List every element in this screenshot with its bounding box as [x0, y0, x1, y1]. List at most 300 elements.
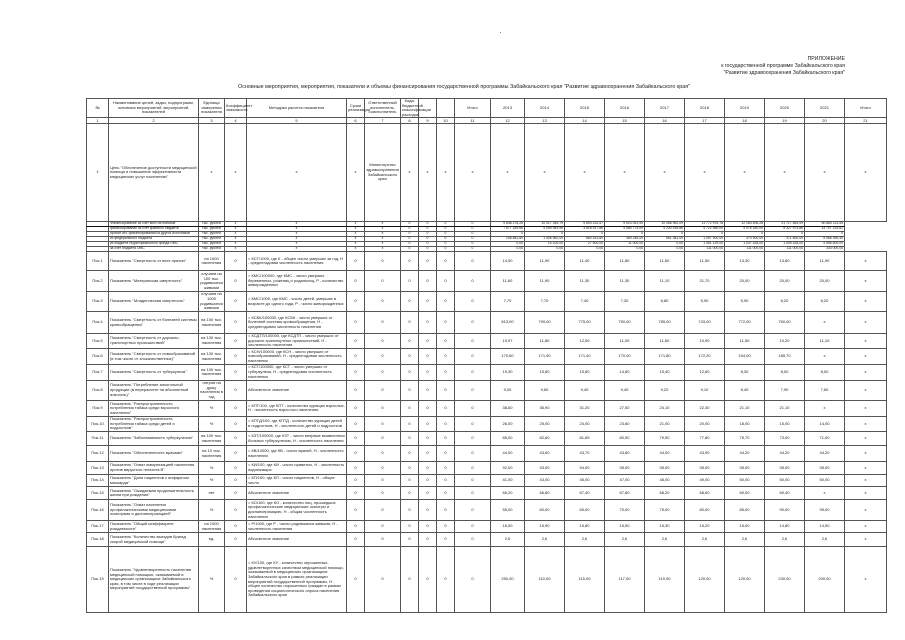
indicator-value: 0 — [455, 432, 491, 446]
indicator-value: 19,97 — [491, 333, 525, 349]
indicator-value: 92,00 — [491, 462, 525, 475]
column-number-cell: 21 — [845, 118, 887, 124]
indicator-value: 36,90 — [525, 401, 565, 417]
finance-value: 860 513,80 — [565, 237, 605, 242]
indicator-code: 0 — [419, 364, 437, 380]
finance-unit: тыс. рублей — [199, 242, 225, 247]
indicator-value: 813,00 — [491, 312, 525, 333]
indicator-value: 50,00 — [805, 474, 845, 487]
indicator-value: 11,10 — [805, 333, 845, 349]
indicator-value: 94,00 — [565, 462, 605, 475]
header-cell: 2021 — [805, 99, 845, 118]
indicator-value: 80,50 — [605, 432, 645, 446]
indicator-code: 0 — [401, 500, 419, 521]
indicator-value: 120,00 — [725, 547, 765, 613]
header-cell: Сроки реализации — [347, 99, 365, 118]
indicator-value: 47,00 — [605, 474, 645, 487]
finance-value: 0 — [525, 232, 565, 237]
indicator-term: 0 — [347, 474, 365, 487]
indicator-value: 20,00 — [725, 271, 765, 292]
indicator-code: 0 — [419, 380, 437, 401]
indicator-value: 2,6 — [765, 533, 805, 547]
indicator-value: 95,00 — [645, 462, 685, 475]
value-cell: х — [491, 124, 525, 221]
finance-code: 0 — [419, 237, 437, 242]
indicator-unit: на 10 тыс. населения — [199, 446, 225, 462]
indicator-value: 2,6 — [605, 533, 645, 547]
finance-code: 0 — [437, 247, 455, 252]
header-cell: Ответственный исполнитель, соисполнитель — [365, 99, 401, 118]
indicator-value: 22,30 — [685, 401, 725, 417]
indicator-value: 68,20 — [645, 487, 685, 500]
finance-dash: х — [247, 221, 347, 226]
indicator-term: 0 — [347, 252, 365, 271]
column-number-cell: 17 — [685, 118, 725, 124]
indicator-executor: 0 — [365, 349, 401, 365]
indicator-number: Пок.17 — [87, 520, 109, 533]
finance-value: 7 677 189,66 — [491, 226, 525, 231]
indicator-method: = КПТ/100, где КПТ - количество курящих взрослых, Н - численность взрослого населения — [247, 401, 347, 417]
indicator-end: х — [845, 547, 887, 613]
indicator-code: 0 — [401, 416, 419, 432]
column-number-cell: 6 — [347, 118, 365, 124]
executor-cell: Министерство здравоохранения Забайкальского края — [365, 124, 401, 221]
indicator-value: 172,20 — [685, 349, 725, 365]
indicator-value: 2,6 — [685, 533, 725, 547]
indicator-term: 0 — [347, 547, 365, 613]
indicator-value: 0 — [455, 380, 491, 401]
indicator-value: 11,60 — [645, 333, 685, 349]
indicator-value: 21,70 — [685, 271, 725, 292]
finance-value: 4 722 950,00 — [685, 226, 725, 231]
indicator-value: 43,60 — [525, 446, 565, 462]
indicator-value: 75,00 — [645, 500, 685, 521]
indicator-value: 2,6 — [491, 533, 525, 547]
indicator-term: 0 — [347, 271, 365, 292]
indicator-value: 772,00 — [725, 312, 765, 333]
finance-unit: тыс. рублей — [199, 226, 225, 231]
indicator-value: 15,90 — [525, 520, 565, 533]
header-cell: № — [87, 99, 109, 118]
indicator-executor: 0 — [365, 291, 401, 312]
header-cell: 2016 — [605, 99, 645, 118]
indicator-number: Пок.13 — [87, 462, 109, 475]
indicator-method: = КСН/100000, где КСН - число умерших от новообразований, Н - среднегодовая численность населения — [247, 349, 347, 365]
finance-code: 0 — [419, 221, 437, 226]
finance-dash: х — [247, 247, 347, 252]
indicator-term: 0 — [347, 380, 365, 401]
indicator-code: 0 — [437, 291, 455, 312]
indicator-value: 8,00 — [765, 364, 805, 380]
indicator-term: 0 — [347, 500, 365, 521]
indicator-row — [87, 462, 887, 475]
indicator-row — [87, 349, 887, 365]
indicator-code: 0 — [419, 252, 437, 271]
indicator-value: 117,00 — [605, 547, 645, 613]
indicator-unit: % — [199, 462, 225, 475]
indicator-number: Пок.5 — [87, 333, 109, 349]
indicator-code: 0 — [401, 401, 419, 417]
indicator-value: 10,90 — [685, 333, 725, 349]
indicator-code: 0 — [419, 547, 437, 613]
indicator-code: 0 — [437, 487, 455, 500]
indicator-term: 0 — [347, 432, 365, 446]
finance-value: 9 893 231,57 — [565, 221, 605, 226]
indicator-code: 0 — [437, 533, 455, 547]
indicator-end: х — [845, 432, 887, 446]
indicator-value: 50,00 — [725, 474, 765, 487]
indicator-value: 15,30 — [645, 520, 685, 533]
indicator-end: х — [845, 401, 887, 417]
indicator-end: х — [845, 271, 887, 292]
indicator-value: 69,00 — [725, 487, 765, 500]
indicator-name: Показатель "Удовлетворенность населения медицинской помощью, оказываемой в медицинских организациях Забайкальского края, в том числе в ходе реализации мероприятий государственной программы" — [109, 547, 199, 613]
indicator-name: Показатель "Распространенность потребления табака среди взрослого населения" — [109, 401, 199, 417]
indicator-code: 0 — [437, 547, 455, 613]
indicator-name: Показатель "Смертность от дорожно-транспортных происшествий" — [109, 333, 199, 349]
indicator-value: 38,60 — [491, 401, 525, 417]
finance-value: 1 037 428,00 — [725, 242, 765, 247]
indicator-code: 0 — [401, 312, 419, 333]
indicator-value: 26,00 — [491, 416, 525, 432]
indicator-value: 0 — [455, 520, 491, 533]
indicator-code: 0 — [437, 446, 455, 462]
finance-value: 106 881,80 — [491, 237, 525, 242]
finance-value: 111 000,00 — [765, 247, 805, 252]
indicator-number: Пок.18 — [87, 533, 109, 547]
indicator-code: 0 — [419, 416, 437, 432]
indicator-value: 25,00 — [525, 416, 565, 432]
indicator-value: 15,00 — [725, 520, 765, 533]
indicator-value: 11,90 — [525, 252, 565, 271]
indicator-row — [87, 291, 887, 312]
indicator-value: 14,50 — [491, 252, 525, 271]
indicator-value: 8,00 — [805, 364, 845, 380]
indicator-value: 44,20 — [765, 446, 805, 462]
indicator-value: 5,90 — [725, 291, 765, 312]
indicator-term: 0 — [347, 349, 365, 365]
finance-label: Финансирование за счет всех источников — [109, 221, 199, 226]
finance-value: 12 183 406,28 — [725, 221, 765, 226]
indicator-value: х — [805, 401, 845, 417]
indicator-coef: 0 — [225, 520, 247, 533]
indicator-name: Показатель "Смертность от болезней системы кровообращения" — [109, 312, 199, 333]
finance-value: 333 000,00 — [805, 247, 845, 252]
finance-dash: х — [347, 226, 365, 231]
indicator-value: 0 — [455, 291, 491, 312]
indicator-value: 0 — [455, 500, 491, 521]
indicator-end: х — [845, 474, 887, 487]
indicator-name: Показатель "Распространенность потребления табака среди детей и подростков" — [109, 416, 199, 432]
indicator-unit: % — [199, 401, 225, 417]
finance-dash: х — [365, 242, 401, 247]
indicator-unit: ед. — [199, 533, 225, 547]
indicator-coef: 0 — [225, 474, 247, 487]
indicator-value: 67,80 — [605, 487, 645, 500]
indicator-value: 82,60 — [525, 432, 565, 446]
indicator-coef: 0 — [225, 533, 247, 547]
header-cell: Методика расчета показателя — [247, 99, 347, 118]
appendix-line-2: к государственной программе Забайкальского края — [721, 63, 845, 69]
indicator-row — [87, 446, 887, 462]
indicator-row — [87, 271, 887, 292]
indicator-row — [87, 401, 887, 417]
indicator-unit: случаев на 100 тыс. родившихся живыми — [200, 270, 223, 290]
indicator-value: 0 — [455, 547, 491, 613]
value-cell: х — [685, 124, 725, 221]
finance-code: 0 — [455, 237, 491, 242]
finance-code: 0 — [437, 221, 455, 226]
indicator-executor: 0 — [365, 271, 401, 292]
indicator-term: 0 — [347, 333, 365, 349]
indicator-value: 13,80 — [765, 252, 805, 271]
indicator-code: 0 — [419, 500, 437, 521]
indicator-name: Показатель "Младенческая смертность" — [109, 291, 199, 312]
indicator-unit: случаев на 1000 родившихся живыми — [200, 291, 223, 311]
indicator-code: 0 — [401, 474, 419, 487]
indicator-value: 44,20 — [805, 446, 845, 462]
finance-value: 370 900,00 — [725, 237, 765, 242]
finance-value: 369 246,00 — [605, 237, 645, 242]
indicator-code: 0 — [401, 291, 419, 312]
column-number-cell: 16 — [645, 118, 685, 124]
value-cell: х — [437, 124, 455, 221]
indicator-row — [87, 312, 887, 333]
indicator-value: 170,60 — [491, 349, 525, 365]
indicator-code: 0 — [401, 252, 419, 271]
indicator-value: 60,00 — [525, 500, 565, 521]
indicator-executor: 0 — [365, 520, 401, 533]
goal-row — [87, 124, 887, 221]
unit-cell: х — [199, 124, 225, 221]
indicator-row — [87, 500, 887, 521]
indicator-code: 0 — [401, 533, 419, 547]
indicator-unit: литров на душу населения в год — [200, 380, 223, 399]
header-cell: 2018 — [685, 99, 725, 118]
finance-value: 0 — [645, 232, 685, 237]
indicator-term: 0 — [347, 520, 365, 533]
indicator-value: 0 — [455, 533, 491, 547]
indicator-value: 171,40 — [565, 349, 605, 365]
indicator-value: 0 — [455, 487, 491, 500]
indicator-value: 9,20 — [645, 380, 685, 401]
indicator-value: 185,70 — [765, 349, 805, 365]
indicator-value: 171,80 — [645, 349, 685, 365]
indicator-value: 90,00 — [765, 500, 805, 521]
finance-code: 0 — [455, 232, 491, 237]
indicator-code: 0 — [401, 432, 419, 446]
finance-value: 27 500,00 — [565, 242, 605, 247]
method-cell: х — [247, 124, 347, 221]
finance-value: 11 000,00 — [605, 242, 645, 247]
finance-value: 0,00 — [491, 247, 525, 252]
column-number-cell: 1 — [87, 118, 109, 124]
indicator-code: 0 — [419, 291, 437, 312]
indicator-value: 6,80 — [645, 291, 685, 312]
indicator-executor: 0 — [365, 462, 401, 475]
indicator-method: Абсолютное значение — [247, 533, 347, 547]
finance-dash: х — [247, 232, 347, 237]
indicator-value: 15,80 — [525, 364, 565, 380]
value-cell: х — [565, 124, 605, 221]
indicator-name: Показатель "Смертность от новообразований (в том числе от злокачественных)" — [109, 349, 199, 365]
indicator-number: Пок.16 — [87, 500, 109, 521]
indicator-executor: 0 — [365, 533, 401, 547]
indicator-unit: лет — [199, 487, 225, 500]
indicator-executor: 0 — [365, 364, 401, 380]
indicator-value: 44,00 — [645, 446, 685, 462]
indicator-code: 0 — [437, 364, 455, 380]
indicator-value: 8,40 — [725, 380, 765, 401]
indicator-name: Показатель "Охват иммунизацией населения против вирусного гепатита В" — [109, 462, 199, 475]
finance-value: 0 — [565, 232, 605, 237]
finance-value: 371 800,00 — [765, 237, 805, 242]
finance-dash: х — [247, 226, 347, 231]
indicator-code: 0 — [419, 333, 437, 349]
column-number-cell: 14 — [565, 118, 605, 124]
indicator-value: 15,80 — [565, 520, 605, 533]
indicator-value: 14,00 — [805, 416, 845, 432]
indicator-code: 0 — [437, 333, 455, 349]
indicator-value: 20,00 — [765, 271, 805, 292]
indicator-name: Показатель "Заболеваемость туберкулезом" — [109, 432, 199, 446]
indicator-value: 9,10 — [685, 380, 725, 401]
indicator-value: 9,00 — [491, 380, 525, 401]
indicator-value: 10,20 — [765, 333, 805, 349]
indicator-name: Показатель "Количество выездов бригад скорой медицинской помощи" — [109, 533, 199, 547]
indicator-name: Показатель "Охват населения профилактическими медицинскими осмотрами и диспансеризацией" — [109, 500, 199, 521]
indicator-value: 7,70 — [491, 291, 525, 312]
finance-dash: х — [347, 221, 365, 226]
finance-value: 0 — [725, 232, 765, 237]
indicator-code: 0 — [437, 271, 455, 292]
indicator-row — [87, 533, 887, 547]
indicator-code: 0 — [437, 380, 455, 401]
indicator-coef: 0 — [225, 500, 247, 521]
indicator-coef: 0 — [225, 487, 247, 500]
finance-value: 4 230 918,86 — [645, 226, 685, 231]
appendix-note — [721, 56, 845, 77]
indicator-row — [87, 416, 887, 432]
indicator-name: Показатель "Смертность от всех причин" — [109, 252, 199, 271]
finance-code: 0 — [419, 232, 437, 237]
indicator-code: 0 — [437, 520, 455, 533]
indicator-value: 11,80 — [525, 333, 565, 349]
indicator-executor: 0 — [365, 547, 401, 613]
indicator-unit: на 100 тыс. населения — [199, 333, 225, 349]
indicator-end: х — [845, 500, 887, 521]
finance-dash: х — [365, 221, 401, 226]
finance-value: 10 088 962,09 — [645, 221, 685, 226]
indicator-row — [87, 474, 887, 487]
finance-unit: тыс. рублей — [199, 237, 225, 242]
indicator-term: 0 — [347, 416, 365, 432]
indicator-value: 7,30 — [605, 291, 645, 312]
indicator-row — [87, 380, 887, 401]
indicator-value: 73,00 — [765, 432, 805, 446]
indicator-number: Пок.15 — [87, 487, 109, 500]
finance-code: 0 — [401, 226, 419, 231]
finance-value: 0,00 — [645, 247, 685, 252]
indicator-method: = КВ/10000, где КВ - число врачей, Н - численность населения — [247, 446, 347, 462]
indicator-term: 0 — [347, 364, 365, 380]
finance-value: 5 327 974,86 — [765, 226, 805, 231]
header-cell: 2015 — [565, 99, 605, 118]
indicator-method: = КМС/1000, где КМС - число детей, умерших в возрасте до одного года, Р - число живорожденных — [247, 291, 347, 312]
finance-dash: х — [365, 237, 401, 242]
finance-value: 14 100,00 — [525, 242, 565, 247]
indicator-value: 0 — [455, 401, 491, 417]
coef-cell: х — [225, 124, 247, 221]
indicator-value: 31,20 — [565, 401, 605, 417]
indicator-value: 15,40 — [645, 364, 685, 380]
indicator-method: = КИ/100, где КИ - число привитых, Н - численность подлежащих — [247, 462, 347, 475]
finance-dash: х — [225, 242, 247, 247]
indicator-value: 5,90 — [685, 291, 725, 312]
indicator-method: Абсолютное значение — [247, 487, 347, 500]
indicator-code: 0 — [419, 533, 437, 547]
indicator-value: 75,70 — [725, 432, 765, 446]
indicator-value: 24,10 — [645, 401, 685, 417]
indicator-unit: % — [199, 416, 225, 432]
indicator-value: 85,00 — [491, 432, 525, 446]
finance-value: 3 818 917,86 — [565, 226, 605, 231]
indicator-value: 81,65 — [565, 432, 605, 446]
indicator-code: 0 — [437, 462, 455, 475]
term-cell: х — [347, 124, 365, 221]
indicator-value: 19,30 — [491, 364, 525, 380]
indicator-value: 11,40 — [565, 252, 605, 271]
finance-value: 21 717 583,99 — [765, 221, 805, 226]
finance-code: 0 — [437, 232, 455, 237]
header-cell: Итого — [845, 99, 887, 118]
indicator-value: 12,60 — [685, 364, 725, 380]
value-cell: х — [805, 124, 845, 221]
indicator-executor: 0 — [365, 432, 401, 446]
column-number-cell: 12 — [491, 118, 525, 124]
column-number-cell: 3 — [199, 118, 225, 124]
indicator-number: Пок.7 — [87, 364, 109, 380]
indicator-value: 80,00 — [685, 500, 725, 521]
finance-value: 4 556 600,00 — [805, 242, 845, 247]
indicator-row — [87, 547, 887, 613]
indicator-end: х — [845, 333, 887, 349]
indicator-code: 0 — [419, 487, 437, 500]
indicator-value: 43,90 — [685, 446, 725, 462]
indicator-number: Пок.3 — [87, 291, 109, 312]
row-number: 1 — [87, 124, 109, 221]
indicator-value: 15,20 — [685, 520, 725, 533]
indicator-coef: 0 — [225, 547, 247, 613]
indicator-number: Пок.1 — [87, 252, 109, 271]
indicator-term: 0 — [347, 446, 365, 462]
indicator-coef: 0 — [225, 271, 247, 292]
finance-code: 0 — [401, 242, 419, 247]
indicator-executor: 0 — [365, 312, 401, 333]
indicator-end: х — [845, 446, 887, 462]
indicator-executor: 0 — [365, 416, 401, 432]
indicator-value: 200,00 — [805, 547, 845, 613]
indicator-code: 0 — [437, 349, 455, 365]
indicator-value: 13,30 — [725, 252, 765, 271]
indicator-end: х — [845, 291, 887, 312]
indicator-number: Пок.11 — [87, 432, 109, 446]
indicator-coef: 0 — [225, 349, 247, 365]
indicator-value: 2,6 — [725, 533, 765, 547]
indicator-value: 66,20 — [491, 487, 525, 500]
indicator-value: 67,40 — [565, 487, 605, 500]
indicator-value: 6,20 — [805, 291, 845, 312]
